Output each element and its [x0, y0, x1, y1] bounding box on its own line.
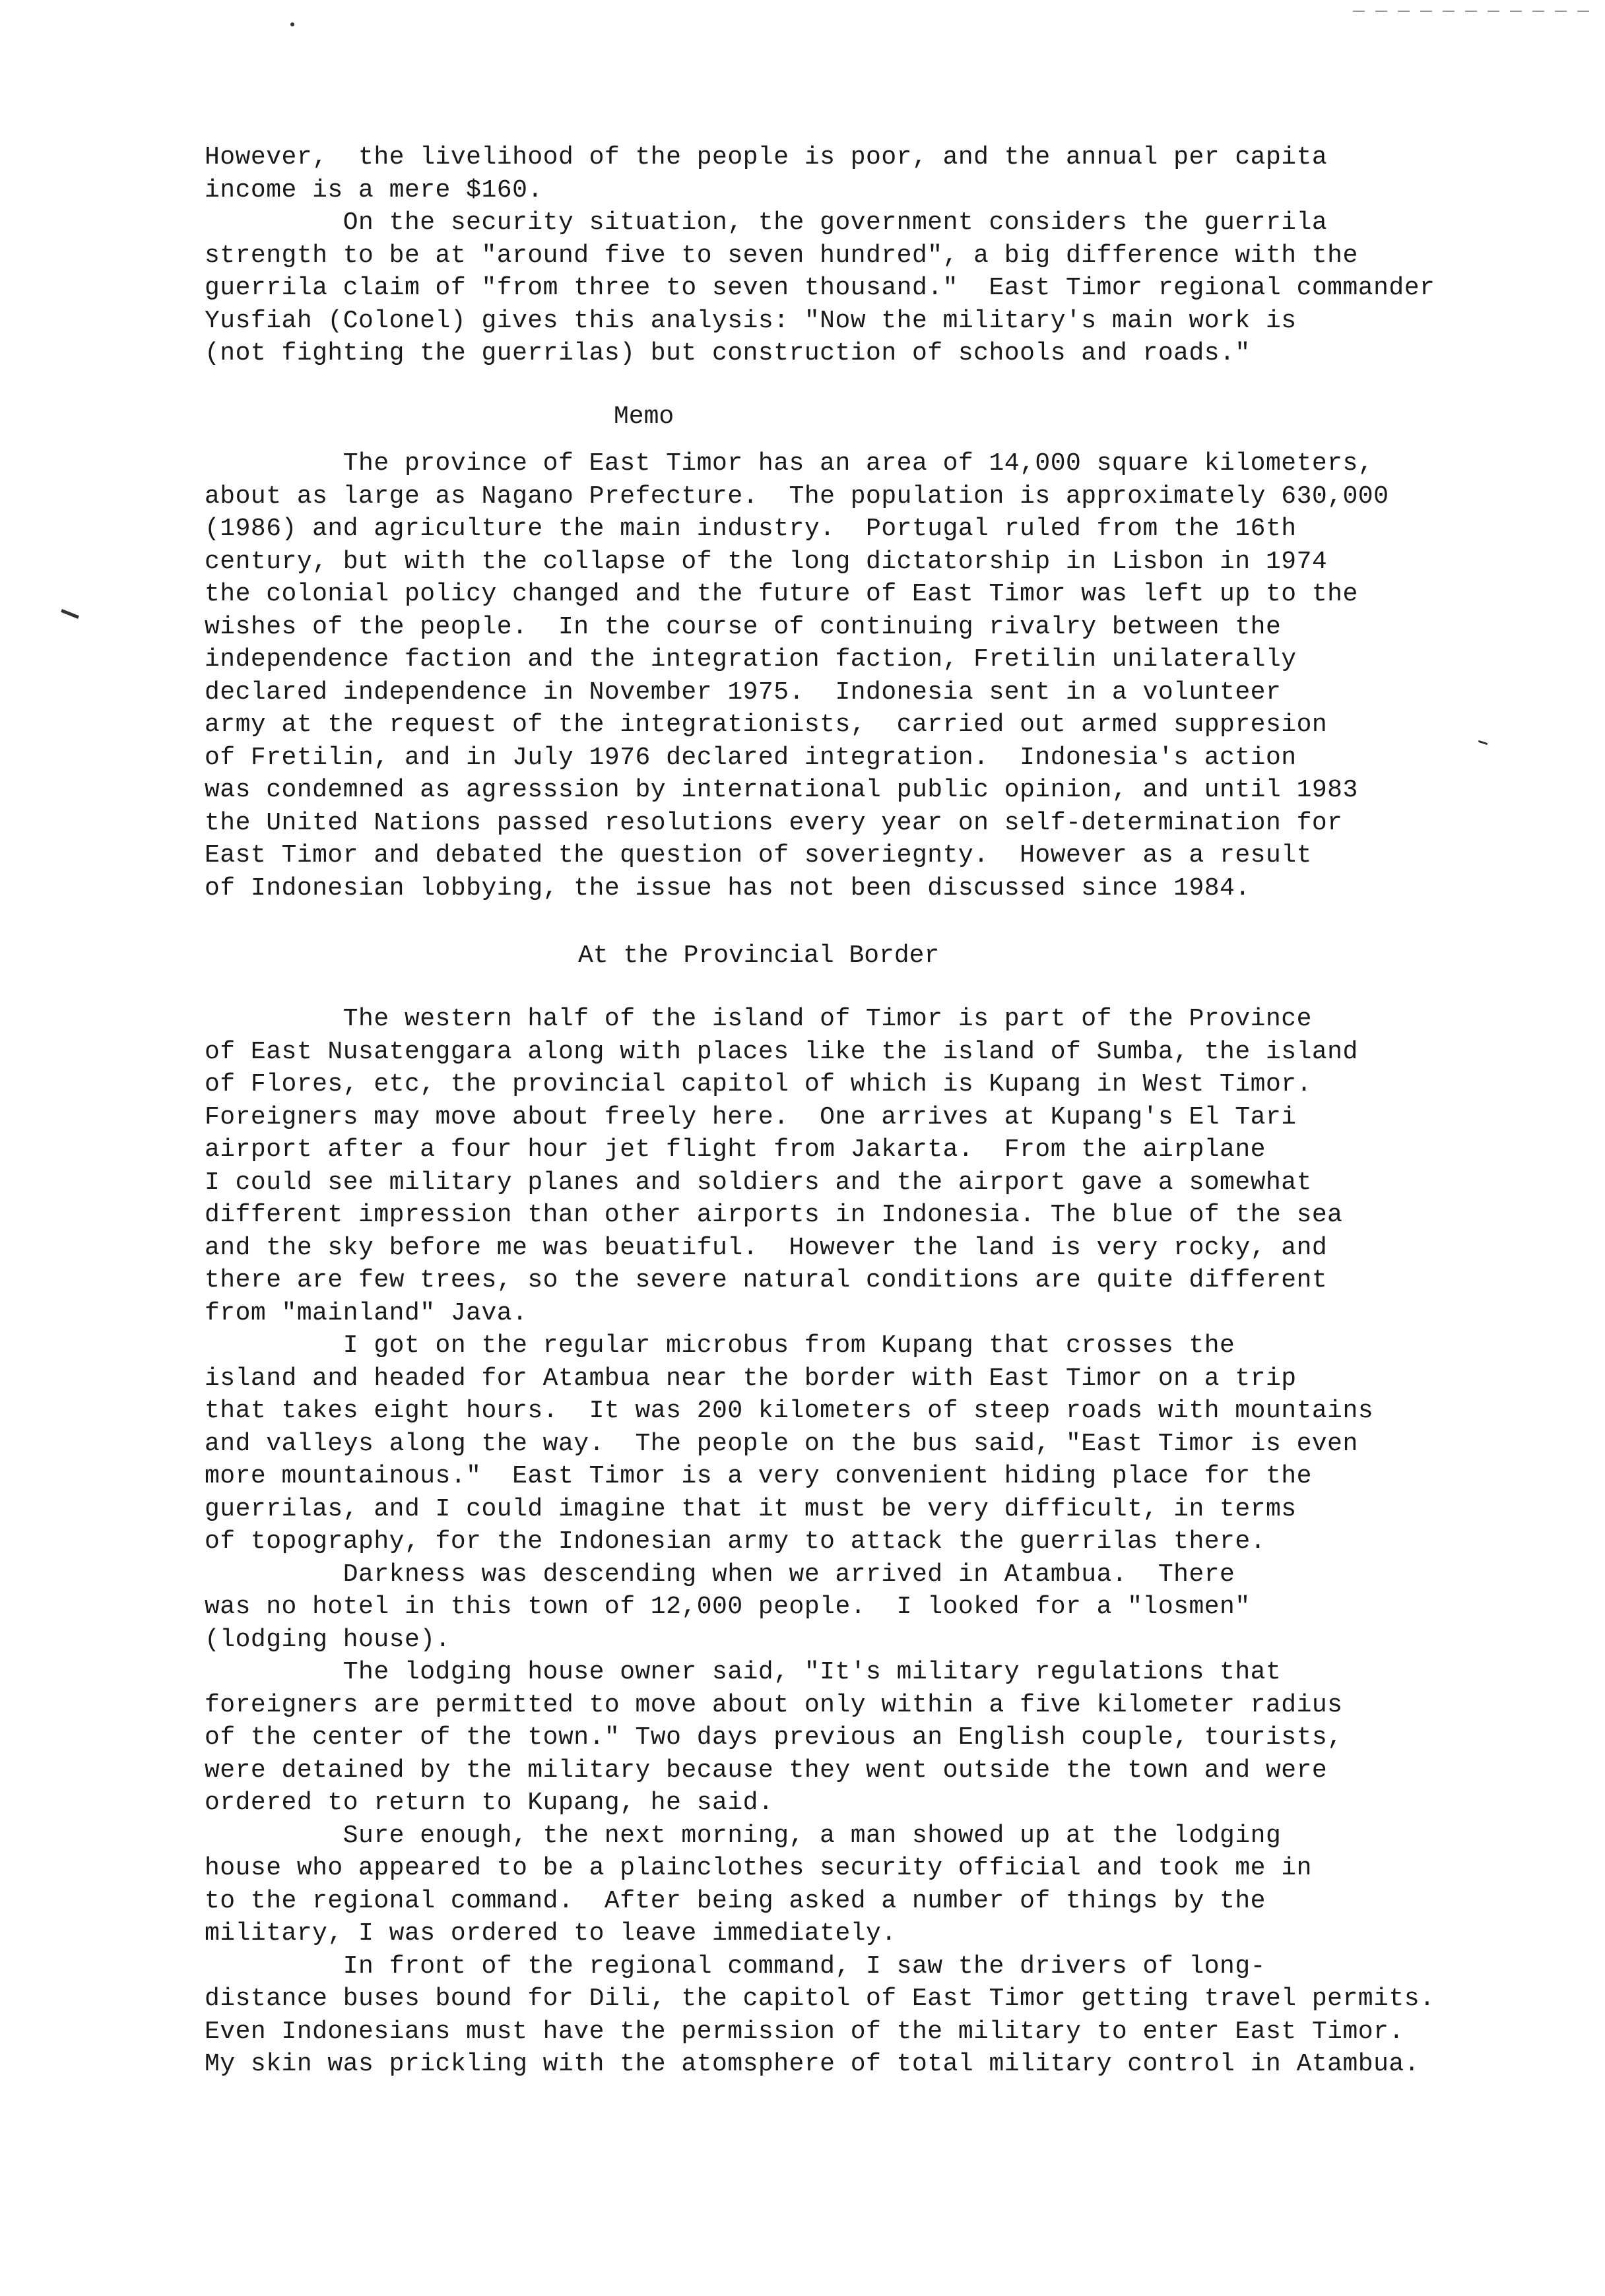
text-line: of East Nusatenggara along with places like the island of Sumba, the island: [205, 1037, 1358, 1066]
memo-paragraph: [205, 447, 1524, 905]
text-line: declared independence in November 1975. Indonesia sent in a volunteer: [205, 678, 1282, 707]
text-line: My skin was prickling with the atomsphere of total military control in Atambua.: [205, 2050, 1420, 2078]
text-line: Even Indonesians must have the permission of the military to enter East Timor.: [205, 2017, 1404, 2046]
text-line: I got on the regular microbus from Kupang that crosses the: [205, 1331, 1235, 1360]
text-line: airport after a four hour jet flight from Jakarta. From the airplane: [205, 1135, 1266, 1164]
text-line: of Flores, etc, the provincial capitol of which is Kupang in West Timor.: [205, 1070, 1312, 1099]
text-line: century, but with the collapse of the long dictatorship in Lisbon in 1974: [205, 547, 1328, 576]
text-line: house who appeared to be a plainclothes security official and took me in: [205, 1854, 1312, 1882]
text-line: On the security situation, the government considers the guerrila: [205, 208, 1328, 237]
text-line: was condemned as agresssion by international public opinion, and until 1983: [205, 776, 1358, 804]
text-line: foreigners are permitted to move about only within a five kilometer radius: [205, 1690, 1343, 1719]
text-line: The western half of the island of Timor is part of the Province: [205, 1005, 1312, 1033]
text-line: to the regional command. After being asked a number of things by the: [205, 1886, 1266, 1915]
memo-heading: Memo: [614, 402, 674, 431]
text-line: the United Nations passed resolutions every year on self-determination for: [205, 808, 1343, 837]
text-line: (lodging house).: [205, 1625, 451, 1654]
text-line: and the sky before me was beuatiful. However the land is very rocky, and: [205, 1233, 1328, 1262]
text-line: Yusfiah (Colonel) gives this analysis: "Now the military's main work is: [205, 306, 1297, 335]
text-line: In front of the regional command, I saw the drivers of long-: [205, 1952, 1266, 1981]
text-line: military, I was ordered to leave immediately.: [205, 1919, 897, 1948]
border-paragraphs: [205, 1003, 1524, 2081]
text-line: and valleys along the way. The people on the bus said, "East Timor is even: [205, 1429, 1358, 1458]
text-line: Sure enough, the next morning, a man showed up at the lodging: [205, 1821, 1282, 1850]
text-line: East Timor and debated the question of soveriegnty. However as a result: [205, 841, 1312, 870]
text-line: (not fighting the guerrilas) but construction of schools and roads.": [205, 339, 1251, 367]
text-line: income is a mere $160.: [205, 175, 543, 205]
scan-speck: [290, 22, 294, 26]
text-line: ordered to return to Kupang, he said.: [205, 1789, 774, 1817]
text-line: from "mainland" Java.: [205, 1298, 528, 1327]
text-line: were detained by the military because they went outside the town and were: [205, 1756, 1328, 1785]
text-line: there are few trees, so the severe natural conditions are quite different: [205, 1266, 1328, 1294]
text-line: The lodging house owner said, "It's military regulations that: [205, 1658, 1282, 1686]
text-line: independence faction and the integration faction, Fretilin unilaterally: [205, 645, 1297, 674]
text-line: was no hotel in this town of 12,000 people. I looked for a "losmen": [205, 1593, 1251, 1621]
text-line: about as large as Nagano Prefecture. The population is approximately 630,000: [205, 482, 1389, 511]
border-heading: At the Provincial Border: [578, 941, 940, 970]
text-line: of Fretilin, and in July 1976 declared integration. Indonesia's action: [205, 743, 1297, 772]
text-line: that takes eight hours. It was 200 kilometers of steep roads with mountains: [205, 1397, 1374, 1425]
text-line: However, the livelihood of the people is poor, and the annual per capita: [205, 143, 1328, 172]
text-line: of the center of the town." Two days previous an English couple, tourists,: [205, 1723, 1343, 1752]
text-line: the colonial policy changed and the future of East Timor was left up to the: [205, 580, 1358, 608]
text-line: island and headed for Atambua near the border with East Timor on a trip: [205, 1364, 1297, 1393]
scan-artifact-dashes: [1353, 11, 1590, 12]
text-line: Darkness was descending when we arrived in Atambua. There: [205, 1560, 1235, 1589]
text-line: guerrila claim of "from three to seven thousand." East Timor regional commander: [205, 274, 1435, 302]
scan-mark: [61, 609, 79, 619]
text-line: Foreigners may move about freely here. One arrives at Kupang's El Tari: [205, 1102, 1297, 1132]
text-line: The province of East Timor has an area of 14,000 square kilometers,: [205, 449, 1374, 478]
text-line: guerrilas, and I could imagine that it must be very difficult, in terms: [205, 1494, 1297, 1523]
text-line: army at the request of the integrationists, carried out armed suppresion: [205, 711, 1328, 739]
text-line: of Indonesian lobbying, the issue has not been discussed since 1984.: [205, 874, 1251, 903]
text-line: I could see military planes and soldiers and the airport gave a somewhat: [205, 1168, 1312, 1197]
text-line: (1986) and agriculture the main industry. Portugal ruled from the 16th: [205, 515, 1297, 543]
text-line: strength to be at "around five to seven hundred", a big difference with the: [205, 241, 1358, 270]
text-line: more mountainous." East Timor is a very convenient hiding place for the: [205, 1462, 1312, 1490]
text-line: wishes of the people. In the course of continuing rivalry between the: [205, 612, 1282, 641]
intro-paragraphs: [205, 141, 1524, 370]
text-line: distance buses bound for Dili, the capitol of East Timor getting travel permits.: [205, 1985, 1435, 2013]
text-line: of topography, for the Indonesian army to attack the guerrilas there.: [205, 1527, 1266, 1556]
text-line: different impression than other airports in Indonesia. The blue of the sea: [205, 1201, 1343, 1229]
